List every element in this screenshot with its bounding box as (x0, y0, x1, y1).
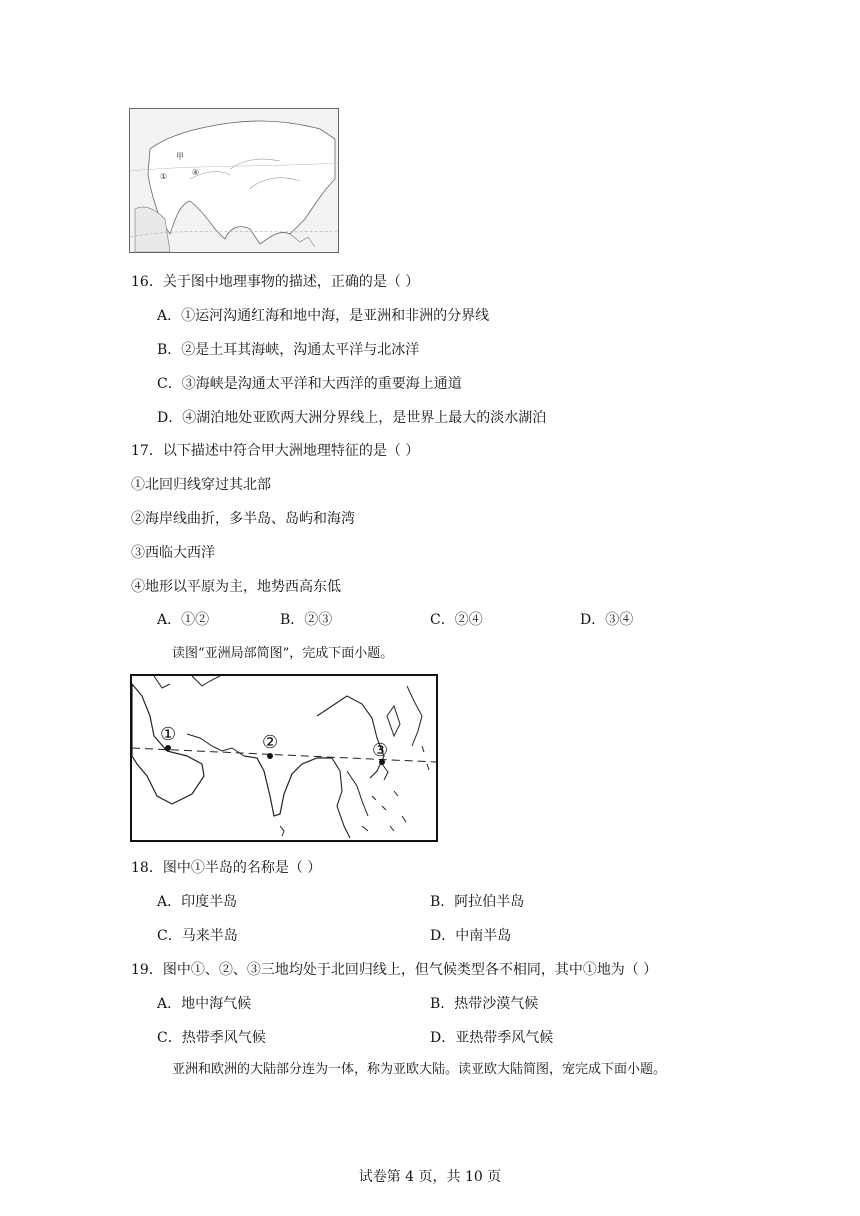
q17-option-b: B．②③ (280, 612, 333, 628)
q16-stem: 16．关于图中地理事物的描述，正确的是（ ） (131, 274, 420, 290)
tropic-of-cancer-line (132, 748, 436, 762)
q17-option-d: D．③④ (580, 612, 634, 628)
q16-option-b: B．②是土耳其海峡，沟通太平洋与北冰洋 (157, 342, 420, 358)
asia-partial-map (130, 674, 438, 842)
q19-option-b: B．热带沙漠气候 (430, 996, 539, 1012)
q17-option-a: A．①② (157, 612, 210, 628)
page-footer: 试卷第 4 页，共 10 页 (358, 1169, 502, 1185)
asia-partial-map-graphic (132, 676, 436, 840)
map2-label-1: ① (160, 724, 177, 745)
q17-statement-4: ④地形以平原为主，地势西高东低 (131, 579, 341, 595)
q17-stem: 17．以下描述中符合甲大洲地理特征的是（ ） (131, 443, 420, 459)
q18-stem: 18．图中①半岛的名称是（ ） (131, 860, 322, 876)
map2-point-1 (165, 745, 171, 751)
q18-option-c: C．马来半岛 (157, 928, 238, 944)
map2-point-2 (267, 753, 273, 759)
q18-option-d: D．中南半岛 (430, 928, 512, 944)
q19-stem: 19．图中①、②、③三地均处于北回归线上，但气候类型各不相同，其中①地为（ ） (131, 962, 658, 978)
map2-label-2: ② (262, 732, 279, 753)
section-intro-eurasia: 亚洲和欧洲的大陆部分连为一体，称为亚欧大陆。读亚欧大陆简图，宠完成下面小题。 (172, 1062, 667, 1077)
q17-statement-3: ③西临大西洋 (131, 545, 215, 561)
q17-statement-2: ②海岸线曲折，多半岛、岛屿和海湾 (131, 511, 355, 527)
q19-option-d: D．亚热带季风气候 (430, 1030, 554, 1046)
q19-option-a: A．地中海气候 (157, 996, 252, 1012)
q18-option-a: A．印度半岛 (157, 894, 238, 910)
q16-option-a: A．①运河沟通红海和地中海，是亚洲和非洲的分界线 (157, 308, 490, 324)
section-intro-asia-map: 读图“亚洲局部简图”，完成下面小题。 (172, 646, 394, 661)
map1-label-jia: 甲 (176, 152, 184, 161)
q19-option-c: C．热带季风气候 (157, 1030, 266, 1046)
asia-overview-map (129, 108, 339, 253)
map1-label-1: ① (160, 172, 168, 181)
map1-label-4: ④ (192, 168, 200, 177)
asia-overview-map-graphic (130, 109, 338, 252)
q17-statement-1: ①北回归线穿过其北部 (131, 477, 271, 493)
map2-label-3: ③ (372, 740, 389, 761)
q18-option-b: B．阿拉伯半岛 (430, 894, 525, 910)
q17-option-c: C．②④ (430, 612, 483, 628)
q16-option-c: C．③海峡是沟通太平洋和大西洋的重要海上通道 (157, 376, 462, 392)
q16-option-d: D．④湖泊地处亚欧两大洲分界线上，是世界上最大的淡水湖泊 (157, 410, 547, 426)
